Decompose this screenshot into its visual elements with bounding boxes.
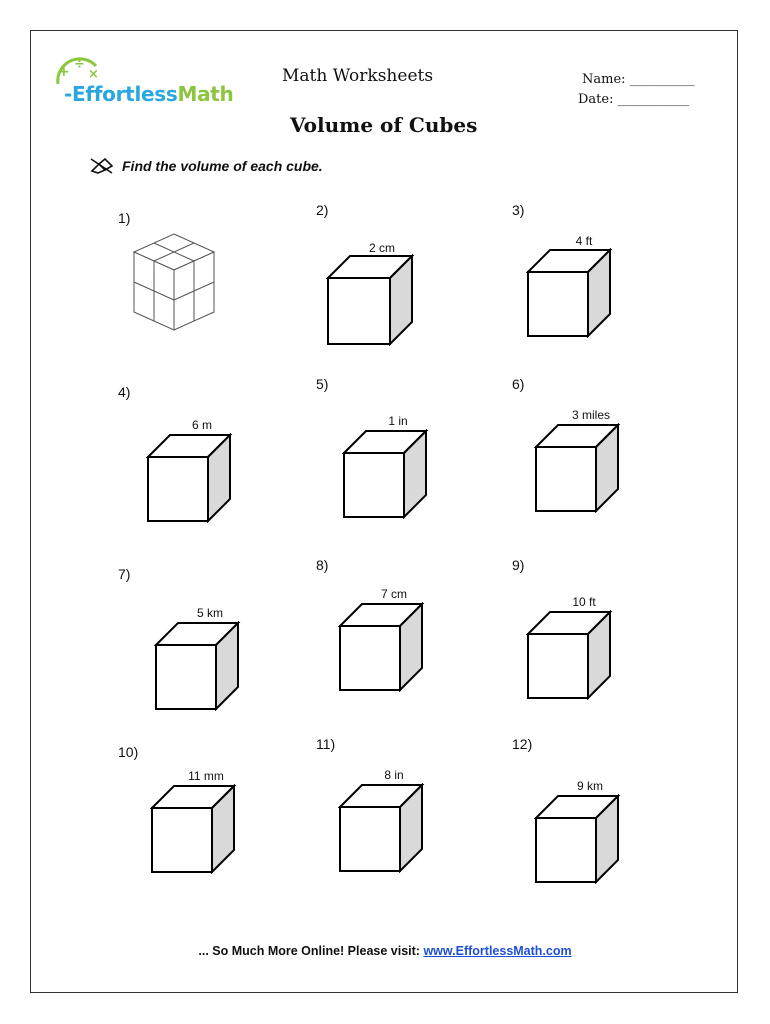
instruction (90, 158, 323, 174)
cube-side-label-4: 6 m (191, 418, 212, 432)
page-title: Volume of Cubes (290, 113, 478, 137)
subject-heading: Math Worksheets (282, 66, 434, 86)
date-field: Date: ___________ (578, 92, 690, 107)
problem-number-3: 3) (512, 202, 525, 218)
cube-side-label-10: 11 mm (188, 769, 224, 783)
cube-side-label-8: 7 cm (380, 587, 407, 601)
cube-figure-6 (534, 423, 622, 513)
problem-number-9: 9) (512, 557, 525, 573)
cube-figure-4 (146, 433, 234, 523)
cube-side-label-11: 8 in (384, 768, 404, 782)
cube-figure-5 (342, 429, 430, 519)
name-field: Name: __________ (582, 72, 695, 87)
problem-number-8: 8) (316, 557, 329, 573)
logo (52, 54, 242, 110)
cube-side-label-3: 4 ft (575, 234, 593, 248)
cube-side-label-6: 3 miles (571, 408, 610, 422)
svg-text:×: × (88, 67, 99, 82)
unit-cube-grid-figure (128, 230, 220, 336)
svg-text:+: + (58, 64, 70, 80)
cube-figure-7 (154, 621, 242, 711)
problem-number-4: 4) (118, 384, 131, 400)
problem-number-7: 7) (118, 566, 131, 582)
svg-text:÷: ÷ (74, 57, 85, 72)
problem-number-6: 6) (512, 376, 525, 392)
cube-side-label-7: 5 km (196, 606, 223, 620)
problem-number-11: 11) (316, 736, 336, 752)
website-link[interactable]: www.EffortlessMath.com (423, 944, 572, 958)
cube-figure-12 (534, 794, 622, 884)
logo-text: -EffortlessMath (64, 82, 234, 106)
pencil-eraser-icon (90, 158, 114, 174)
problem-number-2: 2) (316, 202, 329, 218)
cube-figure-8 (338, 602, 426, 692)
problem-number-12: 12) (512, 736, 533, 752)
cube-side-label-12: 9 km (576, 779, 603, 793)
cube-side-label-2: 2 cm (368, 241, 395, 255)
cube-side-label-5: 1 in (388, 414, 408, 428)
cube-figure-2 (326, 254, 416, 346)
instruction-text: Find the volume of each cube. (122, 158, 323, 174)
cube-figure-9 (526, 610, 614, 700)
footer (0, 944, 770, 958)
problem-number-5: 5) (316, 376, 329, 392)
problem-number-1: 1) (118, 210, 131, 226)
cube-figure-11 (338, 783, 426, 873)
cube-figure-10 (150, 784, 238, 874)
problem-number-10: 10) (118, 744, 139, 760)
cube-figure-3 (526, 248, 614, 338)
footer-text: ... So Much More Online! Please visit: (198, 944, 424, 958)
cube-side-label-9: 10 ft (572, 595, 596, 609)
